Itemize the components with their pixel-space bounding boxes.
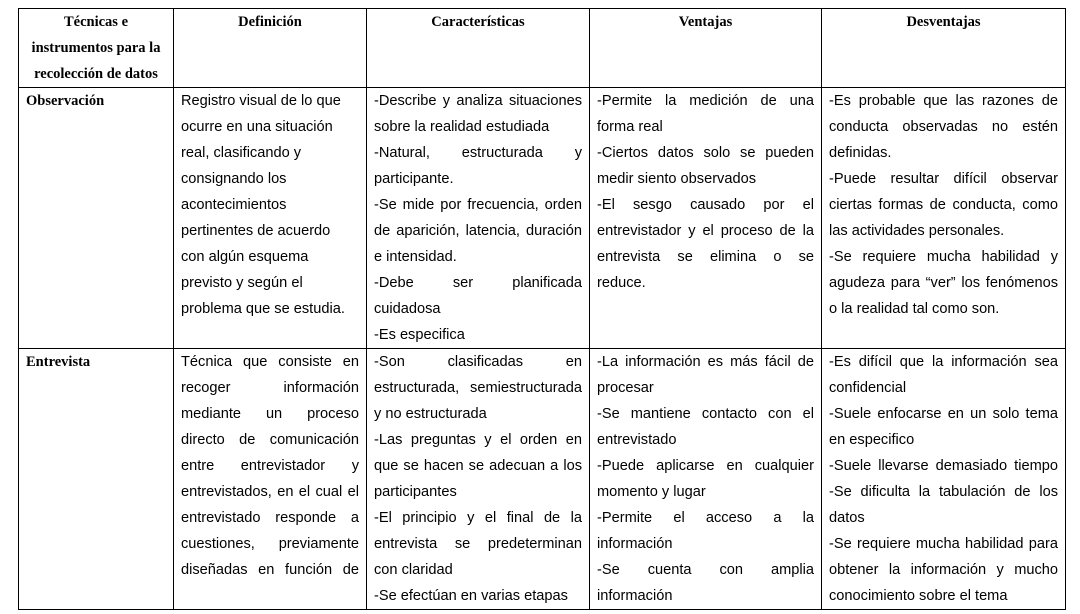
text-line: -Describe y analiza situaciones (374, 93, 582, 109)
text-line: confidencial (829, 380, 907, 396)
cell-ventajas (590, 88, 822, 349)
text-line: real, clasificando y (181, 145, 302, 161)
cell-definicion (174, 349, 367, 610)
table-row (19, 349, 1066, 610)
text-line: -Natural, estructurada y (374, 145, 582, 161)
text-line: -Puede resultar difícil observar (829, 171, 1058, 187)
text-line: previsto y según el (181, 275, 303, 291)
text-line: Registro visual de lo que (181, 93, 341, 109)
text-line: -Es probable que las razones de (829, 93, 1058, 109)
text-line: -Permite el acceso a la (597, 510, 814, 526)
text-line: -Se mantiene contacto con el (597, 406, 814, 422)
text-line: mediante un proceso (181, 406, 359, 422)
text-line: sobre la realidad estudiada (374, 119, 550, 135)
text-line: -Debe ser planificada (374, 275, 582, 291)
row-label-entrevista: Entrevista (19, 349, 174, 610)
text-line: entrevistador y el proceso de la (597, 223, 814, 239)
text-line: cuestiones, previamente (181, 536, 359, 552)
text-line: -Las preguntas y el orden en (374, 432, 582, 448)
text-line: -Se requiere mucha habilidad y (829, 249, 1058, 265)
text-line: y no estructurada (374, 406, 487, 422)
text-line: ciertas formas de conducta, como (829, 197, 1058, 213)
text-line: -Se dificulta la tabulación de los (829, 484, 1058, 500)
text-line: obtener la información y mucho (829, 562, 1058, 578)
text-line: con algún esquema (181, 249, 309, 265)
text-line: o la realidad tal como son. (829, 301, 1000, 317)
text-line: que se hacen se adecuan a los (374, 458, 582, 474)
text-line: -Es especifica (374, 327, 465, 343)
header-caracteristicas: Características (367, 9, 590, 88)
cell-caracteristicas (367, 349, 590, 610)
header-desventajas: Desventajas (822, 9, 1066, 88)
header-tecnicas-line: Técnicas e (63, 14, 129, 30)
text-line: diseñadas en función de (181, 562, 359, 578)
text-line: Técnica que consiste en (181, 354, 359, 370)
text-line: entre entrevistador y (181, 458, 359, 474)
text-line: consignando los (181, 171, 287, 187)
text-line: -Se cuenta con amplia (597, 562, 814, 578)
text-line: en especifico (829, 432, 915, 448)
cell-desventajas (822, 88, 1066, 349)
text-line: acontecimientos (181, 197, 287, 213)
text-line: entrevistado responde a (181, 510, 359, 526)
header-tecnicas-line: recolección de datos (34, 66, 158, 82)
cell-ventajas (590, 349, 822, 610)
cell-caracteristicas (367, 88, 590, 349)
text-line: -Es difícil que la información sea (829, 354, 1058, 370)
text-line: participante. (374, 171, 454, 187)
text-line: entrevista se elimina o se (597, 249, 814, 265)
text-line: -Suele enfocarse en un solo tema (829, 406, 1058, 422)
header-ventajas: Ventajas (590, 9, 822, 88)
text-line: las actividades personales. (829, 223, 1005, 239)
text-line: momento y lugar (597, 484, 706, 500)
text-line: -Suele llevarse demasiado tiempo (829, 458, 1058, 474)
text-line: información (597, 536, 673, 552)
text-line: agudeza para “ver” los fenómenos (829, 275, 1058, 291)
text-line: reduce. (597, 275, 646, 291)
text-line: -El principio y el final de la (374, 510, 582, 526)
text-line: forma real (597, 119, 663, 135)
cell-desventajas (822, 349, 1066, 610)
header-row (19, 9, 1066, 88)
text-line: medir siento observados (597, 171, 756, 187)
text-line: de aparición, latencia, duración (374, 223, 582, 239)
text-line: entrevista se predeterminan (374, 536, 582, 552)
text-line: datos (829, 510, 865, 526)
text-line: definidas. (829, 145, 892, 161)
cell-definicion (174, 88, 367, 349)
text-line: con claridad (374, 562, 453, 578)
text-line: recoger información (181, 380, 359, 396)
table-row (19, 88, 1066, 349)
text-line: -El sesgo causado por el (597, 197, 814, 213)
text-line: cuidadosa (374, 301, 441, 317)
text-line: problema que se estudia. (181, 301, 345, 317)
text-line: estructurada, semiestructurada (374, 380, 582, 396)
text-line: procesar (597, 380, 654, 396)
text-line: participantes (374, 484, 457, 500)
text-line: directo de comunicación (181, 432, 359, 448)
text-line: entrevistado (597, 432, 677, 448)
text-line: -Puede aplicarse en cualquier (597, 458, 814, 474)
text-line: -Se requiere mucha habilidad para (829, 536, 1058, 552)
text-line: -Son clasificadas en (374, 354, 582, 370)
header-tecnicas (19, 9, 174, 88)
text-line: entrevistados, en el cual el (181, 484, 359, 500)
text-line: -Permite la medición de una (597, 93, 814, 109)
text-line: -Se efectúan en varias etapas (374, 588, 568, 604)
text-line: conducta observadas no estén (829, 119, 1058, 135)
text-line: ocurre en una situación (181, 119, 333, 135)
text-line: -La información es más fácil de (597, 354, 814, 370)
row-label-observacion: Observación (19, 88, 174, 349)
text-line: -Se mide por frecuencia, orden (374, 197, 582, 213)
text-line: pertinentes de acuerdo (181, 223, 331, 239)
text-line: información (597, 588, 673, 604)
header-definicion: Definición (174, 9, 367, 88)
text-line: e intensidad. (374, 249, 457, 265)
header-tecnicas-line: instrumentos para la (31, 40, 161, 56)
text-line: conocimiento sobre el tema (829, 588, 1008, 604)
text-line: -Ciertos datos solo se pueden (597, 145, 814, 161)
techniques-table (18, 8, 1066, 610)
